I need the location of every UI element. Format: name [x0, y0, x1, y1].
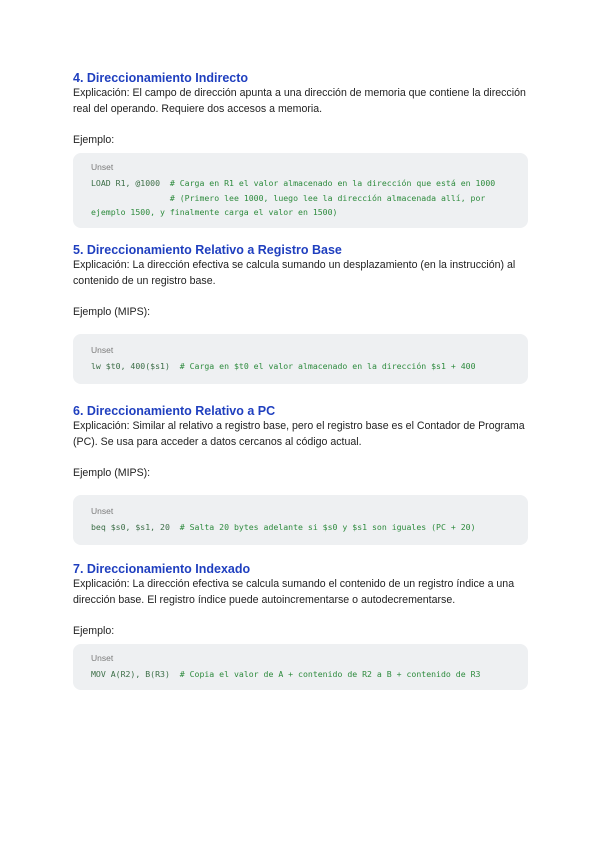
section-indexed-addressing — [73, 561, 528, 690]
section-heading: 5. Direccionamiento Relativo a Registro Base — [73, 243, 342, 257]
code-language-label: Unset — [91, 162, 114, 172]
code-instruction: lw $t0, 400($s1) — [91, 361, 180, 371]
code-text — [91, 520, 510, 535]
example-label: Ejemplo (MIPS): — [73, 467, 151, 479]
code-instruction: LOAD R1, @1000 — [91, 178, 170, 188]
section-pc-relative — [73, 403, 528, 545]
code-block — [73, 153, 528, 228]
code-text — [91, 359, 510, 374]
code-language-label: Unset — [91, 506, 114, 516]
example-label: Ejemplo: — [73, 134, 115, 146]
code-instruction: beq $s0, $s1, 20 — [91, 522, 180, 532]
code-language-label: Unset — [91, 653, 114, 663]
section-heading: 6. Direccionamiento Relativo a PC — [73, 404, 276, 418]
example-label: Ejemplo: — [73, 625, 115, 637]
section-heading: 7. Direccionamiento Indexado — [73, 562, 251, 576]
code-comment: # Salta 20 bytes adelante si $s0 y $s1 son iguales (PC + 20) — [179, 522, 476, 532]
section-explanation: Explicación: Similar al relativo a registro base, pero el registro base es el Contador de Programa (PC). Se usa para acceder a datos cercanos al código actual. — [73, 420, 525, 448]
section-base-register-relative — [73, 242, 528, 384]
section-indirect-addressing — [73, 70, 528, 228]
code-comment: # Carga en $t0 el valor almacenado en la dirección $s1 + 400 — [179, 361, 476, 371]
example-label: Ejemplo (MIPS): — [73, 306, 151, 318]
code-block — [73, 495, 528, 545]
section-heading: 4. Direccionamiento Indirecto — [73, 71, 249, 85]
code-comment: # Carga en R1 el valor almacenado en la dirección que está en 1000 # (Primero lee 1000, luego lee la dirección almacenada allí, por ejemplo 1500, y finalmente carga el valor en 1500) — [91, 178, 496, 217]
section-explanation: Explicación: La dirección efectiva se calcula sumando el contenido de un registro índice a una dirección base. El registro índice puede autoincrementarse o autodecrementarse. — [73, 578, 515, 606]
code-language-label: Unset — [91, 345, 114, 355]
code-text — [91, 176, 510, 220]
code-instruction: MOV A(R2), B(R3) — [91, 669, 180, 679]
section-explanation: Explicación: La dirección efectiva se calcula sumando un desplazamiento (en la instrucción) al contenido de un registro base. — [73, 259, 516, 287]
section-explanation: Explicación: El campo de dirección apunta a una dirección de memoria que contiene la dirección real del operando. Requiere dos accesos a memoria. — [73, 87, 526, 115]
code-text — [91, 667, 510, 682]
code-block — [73, 644, 528, 690]
code-comment: # Copia el valor de A + contenido de R2 a B + contenido de R3 — [179, 669, 481, 679]
code-block — [73, 334, 528, 384]
